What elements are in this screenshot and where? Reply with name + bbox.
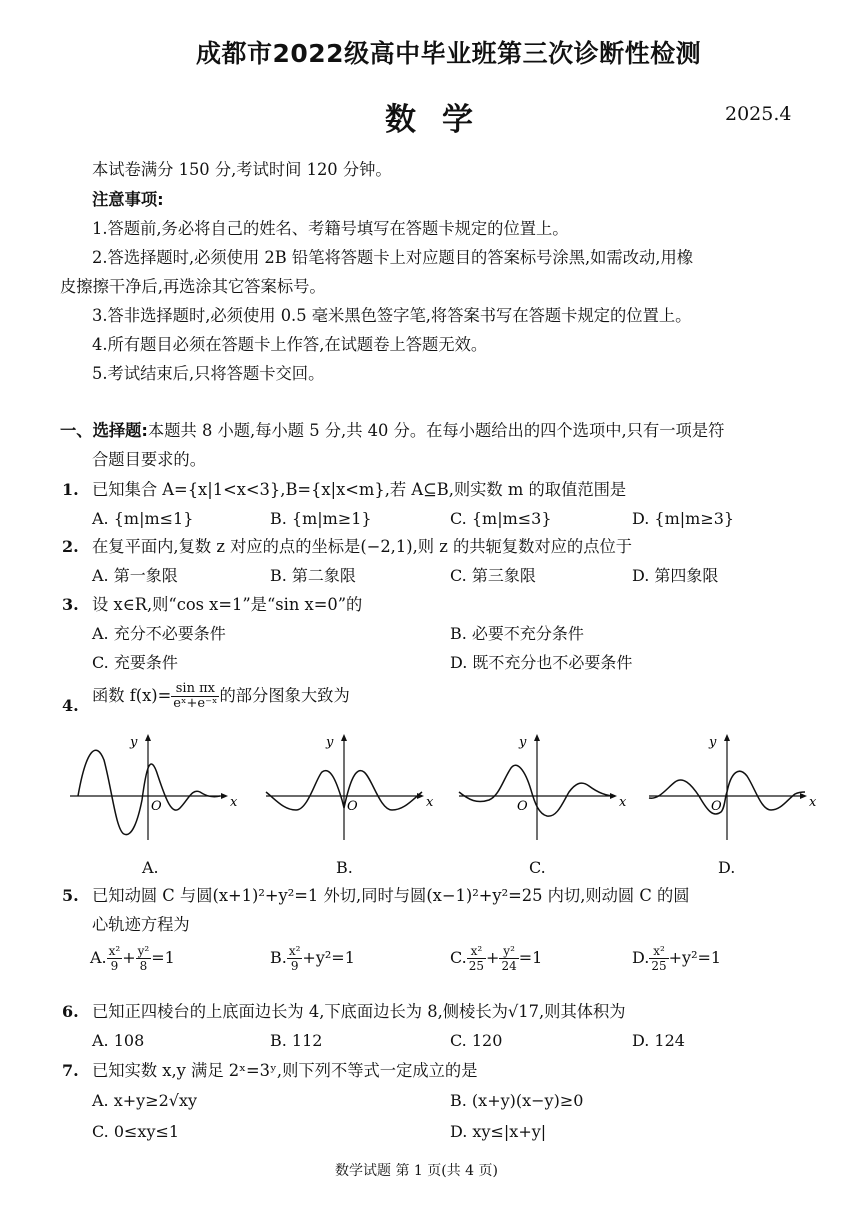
option-a: A. {m|m≤1} [92, 509, 194, 528]
option-d: D. 第四象限 [632, 566, 719, 585]
question-number: 1. [62, 480, 79, 499]
question-number: 6. [62, 1002, 79, 1021]
graph-label-a: A. [142, 858, 159, 877]
section-heading [60, 416, 724, 446]
option-c: C. 0≤xy≤1 [92, 1122, 180, 1141]
section-desc: 本题共 8 小题,每小题 5 分,共 40 分。在每小题给出的四个选项中,只有一项是符 [147, 421, 725, 440]
question-stem: 已知实数 x,y 满足 2ˣ=3ʸ,则下列不等式一定成立的是 [92, 1061, 478, 1080]
notice-item: 3.答非选择题时,必须使用 0.5 毫米黑色签字笔,将答案书写在答题卡规定的位置上。 [92, 306, 692, 325]
equation-tail: =1 [151, 948, 175, 967]
question-number: 7. [62, 1061, 79, 1080]
option-a: A. x+y≥2√xy [92, 1091, 198, 1110]
origin-label: O [151, 799, 162, 814]
axis-x-label: x [809, 795, 817, 810]
option-b: B. 必要不充分条件 [450, 624, 584, 643]
equation-tail: =1 [518, 948, 543, 967]
option-d: D. xy≤|x+y| [450, 1122, 547, 1141]
fraction-numerator: x² [467, 944, 486, 959]
fraction-denominator: 9 [110, 959, 119, 973]
graph-c [455, 730, 625, 850]
fraction-denominator: 25 [468, 959, 485, 973]
intro-line: 本试卷满分 150 分,考试时间 120 分钟。 [92, 160, 392, 179]
fraction-numerator: sin πx [171, 682, 219, 697]
notice-title: 注意事项: [92, 190, 164, 209]
notice-item: 2.答选择题时,必须使用 2B 铅笔将答题卡上对应题目的答案标号涂黑,如需改动,用橡 [92, 248, 694, 267]
fraction-numerator: x² [108, 944, 121, 958]
option-b: B. 112 [270, 1031, 323, 1050]
question-stem: 设 x∈R,则“cos x=1”是“sin x=0”的 [92, 595, 363, 614]
notice-item: 皮擦擦干净后,再选涂其它答案标号。 [60, 277, 326, 296]
exam-title: 成都市2022级高中毕业班第三次诊断性检测 [196, 39, 702, 68]
section-desc-cont: 合题目要求的。 [92, 450, 206, 469]
option-d [632, 944, 721, 973]
option-b: B. {m|m≥1} [270, 509, 372, 528]
option-c: C. {m|m≤3} [450, 509, 552, 528]
origin-label: O [711, 799, 722, 814]
fraction [649, 944, 668, 973]
operator: + [122, 948, 136, 967]
axis-x-label: x [619, 795, 627, 810]
option-c: C. 充要条件 [92, 653, 178, 672]
option-d: D. 既不充分也不必要条件 [450, 653, 633, 672]
question-number: 5. [62, 886, 79, 905]
section-label: 一、选择题: [60, 421, 148, 440]
question-number: 3. [62, 595, 79, 614]
notice-item: 5.考试结束后,只将答题卡交回。 [92, 364, 325, 383]
fraction-numerator: x² [649, 944, 668, 959]
option-a [90, 944, 175, 973]
axis-y-label: y [130, 735, 138, 750]
stem-suffix: 的部分图象大致为 [219, 686, 350, 705]
fraction-numerator: y² [137, 944, 150, 958]
origin-label: O [347, 799, 358, 814]
origin-label: O [517, 799, 528, 814]
graph-label-c: C. [529, 858, 546, 877]
operator: + [486, 948, 500, 967]
fraction-denominator: 24 [501, 959, 517, 973]
fraction-numerator: x² [288, 944, 301, 958]
axis-x-label: x [426, 795, 434, 810]
question-stem: 在复平面内,复数 z 对应的点的坐标是(−2,1),则 z 的共轭复数对应的点位于 [92, 537, 633, 556]
graph-a [66, 730, 236, 850]
notice-item: 1.答题前,务必将自己的姓名、考籍号填写在答题卡规定的位置上。 [92, 219, 569, 238]
option-a: A. 充分不必要条件 [92, 624, 226, 643]
question-stem-cont: 心轨迹方程为 [92, 915, 190, 934]
graph-b [262, 730, 432, 850]
fraction [136, 944, 152, 973]
option-c: C. 第三象限 [450, 566, 536, 585]
fraction-denominator: 9 [290, 959, 299, 973]
option-a: A. 108 [92, 1031, 145, 1050]
notice-item: 4.所有题目必须在答题卡上作答,在试题卷上答题无效。 [92, 335, 488, 354]
option-b [270, 944, 355, 973]
stem-prefix: 函数 f(x)= [92, 686, 172, 705]
fraction-denominator: 25 [651, 959, 667, 973]
fraction [287, 944, 303, 973]
function-fraction [171, 682, 219, 711]
option-c [450, 944, 542, 973]
option-label: C. [450, 948, 467, 967]
axis-y-label: y [709, 735, 717, 750]
question-stem: 已知集合 A={x|1<x<3},B={x|x<m},若 A⊆B,则实数 m 的取值范围是 [92, 480, 627, 499]
graph-label-b: B. [336, 858, 353, 877]
option-label: A. [90, 948, 107, 967]
axis-y-label: y [519, 735, 527, 750]
option-d: D. {m|m≥3} [632, 509, 735, 528]
graph-label-d: D. [718, 858, 736, 877]
question-stem [92, 682, 350, 711]
axis-x-label: x [230, 795, 238, 810]
exam-date: 2025.4 [725, 103, 792, 125]
fraction-denominator: 8 [139, 959, 148, 973]
question-stem: 已知动圆 C 与圆(x+1)²+y²=1 外切,同时与圆(x−1)²+y²=25 内切,则动圆 C 的圆 [92, 886, 690, 905]
option-label: B. [270, 948, 287, 967]
fraction-denominator: eˣ+e⁻ˣ [173, 696, 218, 711]
question-number: 4. [62, 696, 79, 715]
page-footer: 数学试题 第 1 页(共 4 页) [335, 1163, 498, 1179]
option-c: C. 120 [450, 1031, 503, 1050]
fraction [107, 944, 123, 973]
option-b: B. (x+y)(x−y)≥0 [450, 1091, 584, 1110]
fraction [467, 944, 486, 973]
option-a: A. 第一象限 [92, 566, 178, 585]
fraction-numerator: y² [499, 944, 518, 959]
question-stem: 已知正四棱台的上底面边长为 4,下底面边长为 8,侧棱长为√17,则其体积为 [92, 1002, 626, 1021]
subject-title: 数学 [385, 102, 499, 138]
graph-d [645, 730, 815, 850]
axis-y-label: y [326, 735, 334, 750]
equation-tail: +y²=1 [668, 948, 722, 967]
option-d: D. 124 [632, 1031, 685, 1050]
equation-tail: +y²=1 [302, 948, 355, 967]
option-label: D. [632, 948, 650, 967]
question-number: 2. [62, 537, 79, 556]
option-b: B. 第二象限 [270, 566, 356, 585]
fraction [499, 944, 518, 973]
